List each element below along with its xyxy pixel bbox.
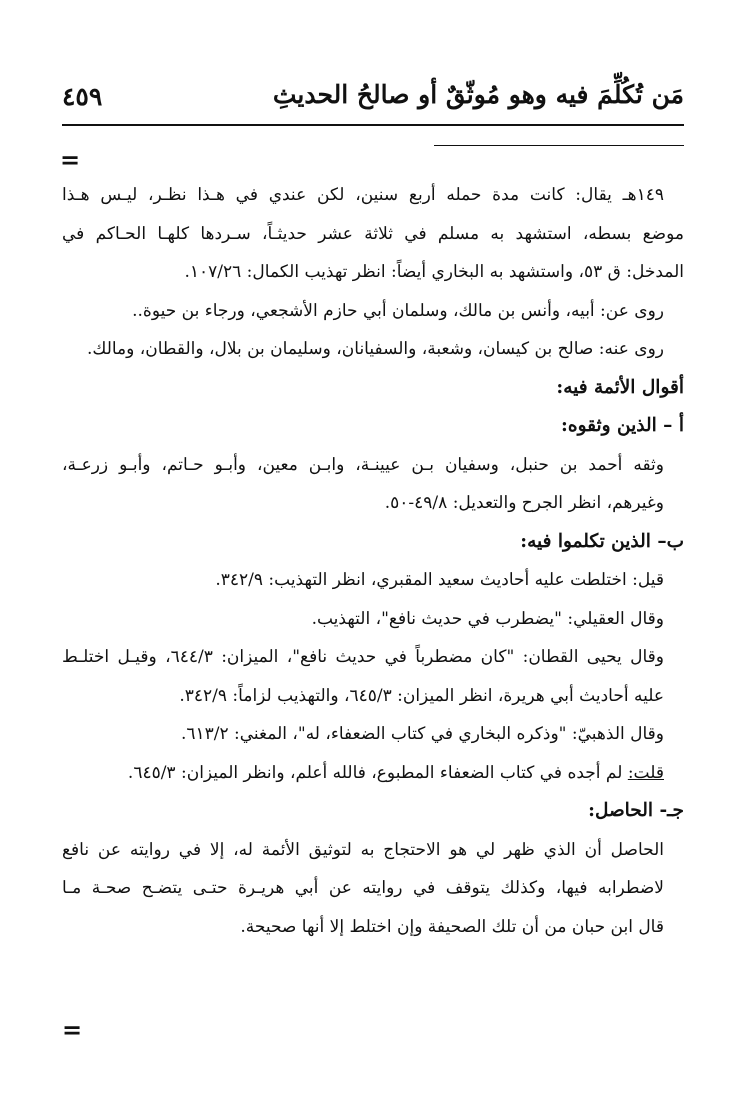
text-line [62, 754, 684, 793]
text-line: وثقه أحمد بن حنبل، وسفيان بـن عيينـة، وابـن معين، وأبـو حـاتم، وأبـو زرعـة، [62, 454, 664, 475]
text-line: قيل: اختلطت عليه أحاديث سعيد المقبري، انظر التهذيب: ٣٤٢/٩. [215, 570, 664, 590]
running-title: مَن تُكُلِّمَ فيه وهو مُوثّقٌ أو صالحُ الحديثِ [272, 80, 684, 109]
section-heading: أقوال الأئمة فيه: [556, 376, 684, 398]
text-line: المدخل: ق ٥٣، واستشهد به البخاري أيضاً: انظر تهذيب الكمال: ١٠٧/٢٦. [184, 262, 684, 282]
text-line: روى عن: أبيه، وأنس بن مالك، وسلمان أبي حازم الأشجعي، ورجاء بن حيوة.. [132, 300, 664, 321]
continuation-mark-bottom: = [62, 1015, 83, 1044]
text-line: عليه أحاديث أبي هريرة، انظر الميزان: ٦٤٥/٣، والتهذيب لزاماً: ٣٤٢/٩. [179, 685, 664, 706]
section-heading: جـ- الحاصل: [588, 800, 684, 821]
header-rule [62, 124, 684, 126]
text-line: وقال العقيلي: "يضطرب في حديث نافع"، التهذيب. [311, 608, 664, 629]
author-note-text: لم أجده في كتاب الضعفاء المطبوع، فالله أعلم، وانظر الميزان: ٦٤٥/٣. [127, 762, 623, 783]
text-line: روى عنه: صالح بن كيسان، وشعبة، والسفيانان، وسليمان بن بلال، والقطان، ومالك. [86, 339, 664, 359]
continuation-mark-top: = [60, 145, 81, 174]
author-note-label: قلت: [627, 762, 664, 783]
section-heading: أ – الذين وثقوه: [561, 415, 684, 436]
text-line: قال ابن حبان من أن تلك الصحيفة وإن اختلط إلا أنها صحيحة. [240, 916, 664, 937]
footnote-text [62, 176, 684, 946]
text-line: الحاصل أن الذي ظهر لي هو الاحتجاج به لتوثيق الأئمة له، إلا في روايته عن نافع [62, 839, 664, 860]
section-heading: ب– الذين تكلموا فيه: [520, 530, 684, 552]
text-line: وقال الذهبيّ: "وذكره البخاري في كتاب الضعفاء، له"، المغني: ٦١٣/٢. [180, 724, 664, 744]
text-line: وقال يحيى القطان: "كان مضطرباً في حديث نافع"، الميزان: ٦٤٤/٣، وقيـل اختلـط [62, 647, 664, 667]
page-header [62, 78, 684, 124]
text-line: موضع بسطه، استشهد به مسلم في ثلاثة عشر حديثـاً، سـردها كلهـا الحـاكم في [62, 223, 684, 244]
text-line: ١٤٩هـ يقال: كانت مدة حمله أربع سنين، لكن عندي في هـذا نظـر، ليـس هـذا [62, 185, 664, 205]
text-line: لاضطرابه فيها، وكذلك يتوقف في روايته عن أبي هريـرة حتـى يتضـح صحـة مـا [62, 878, 664, 898]
header-subrule [434, 145, 684, 146]
page-number: ٤٥٩ [62, 82, 103, 111]
text-line: وغيرهم، انظر الجرح والتعديل: ٤٩/٨-٥٠. [384, 493, 664, 513]
